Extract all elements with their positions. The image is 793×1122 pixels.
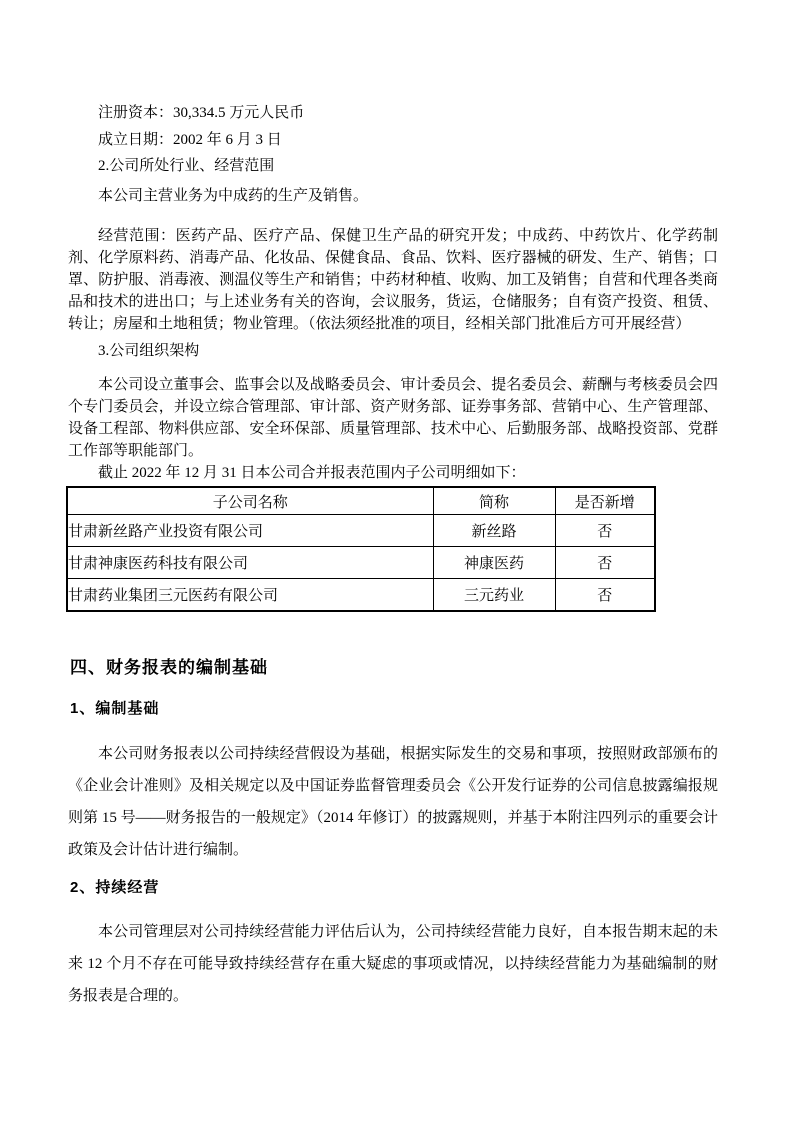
- subsidiary-abbr-cell: 新丝路: [433, 515, 555, 547]
- table-row: [67, 515, 655, 547]
- document-content: [68, 0, 718, 1012]
- going-concern-paragraph: 本公司管理层对公司持续经营能力评估后认为，公司持续经营能力良好，自本报告期末起的未来 12 个月不存在可能导致持续经营存在重大疑虑的事项或情况，以持续经营能力为基础编制的财务报表是合理的。: [68, 924, 718, 1004]
- establishment-date-line: 成立日期：2002 年 6 月 3 日: [98, 132, 282, 148]
- subsidiaries-table: [66, 486, 656, 612]
- table-row: [67, 579, 655, 612]
- main-business-line: 本公司主营业务为中成药的生产及销售。: [98, 188, 369, 204]
- table-header-is-new: 是否新增: [555, 487, 655, 515]
- section-2-heading: 2.公司所处行业、经营范围: [98, 158, 275, 174]
- subsection-1-heading: 1、编制基础: [70, 700, 160, 717]
- subsidiary-abbr-cell: 神康医药: [433, 547, 555, 579]
- registered-capital-line: 注册资本：30,334.5 万元人民币: [98, 105, 305, 121]
- table-header-row: [67, 487, 655, 515]
- table-header-abbreviation: 简称: [433, 487, 555, 515]
- subsection-2-heading: 2、持续经营: [70, 879, 160, 896]
- business-scope-paragraph: 经营范围：医药产品、医疗产品、保健卫生产品的研究开发；中成药、中药饮片、化学药制剂、化学原料药、消毒产品、化妆品、保健食品、食品、饮料、医疗器械的研发、生产、销售；口罩、防护服、消毒液、测温仪等生产和销售；中药材种植、收购、加工及销售；自营和代理各类商品和技术的进出口；与上述业务有关的咨询，会议服务，货运，仓储服务；自有资产投资、租赁、转让；房屋和土地租赁；物业管理。（依法须经批准的项目，经相关部门批准后方可开展经营）: [68, 228, 718, 332]
- subsidiary-abbr-cell: 三元药业: [433, 579, 555, 612]
- subsidiary-is-new-cell: 否: [555, 515, 655, 547]
- section-3-heading: 3.公司组织架构: [98, 343, 200, 359]
- subsidiaries-table-wrap: [68, 486, 718, 612]
- subsidiary-is-new-cell: 否: [555, 579, 655, 612]
- section-4-heading: 四、财务报表的编制基础: [70, 658, 268, 677]
- subsidiary-name-cell: 甘肃新丝路产业投资有限公司: [67, 515, 433, 547]
- table-header-subsidiary-name: 子公司名称: [67, 487, 433, 515]
- table-row: [67, 547, 655, 579]
- subsidiary-name-cell: 甘肃药业集团三元医药有限公司: [67, 579, 433, 612]
- subsidiaries-intro-line: 截止 2022 年 12 月 31 日本公司合并报表范围内子公司明细如下：: [98, 465, 526, 481]
- subsidiary-name-cell: 甘肃神康医药科技有限公司: [67, 547, 433, 579]
- org-structure-paragraph: 本公司设立董事会、监事会以及战略委员会、审计委员会、提名委员会、薪酬与考核委员会四个专门委员会，并设立综合管理部、审计部、资产财务部、证券事务部、营销中心、生产管理部、设备工程部、物料供应部、安全环保部、质量管理部、技术中心、后勤服务部、战略投资部、党群工作部等职能部门。: [68, 377, 718, 459]
- subsidiary-is-new-cell: 否: [555, 547, 655, 579]
- preparation-basis-paragraph: 本公司财务报表以公司持续经营假设为基础，根据实际发生的交易和事项，按照财政部颁布的《企业会计准则》及相关规定以及中国证券监督管理委员会《公开发行证券的公司信息披露编报规则第 15 号——财务报告的一般规定》（2014 年修订）的披露规则，并基于本附注四列示的重要会计政策及会计估计进行编制。: [68, 746, 718, 858]
